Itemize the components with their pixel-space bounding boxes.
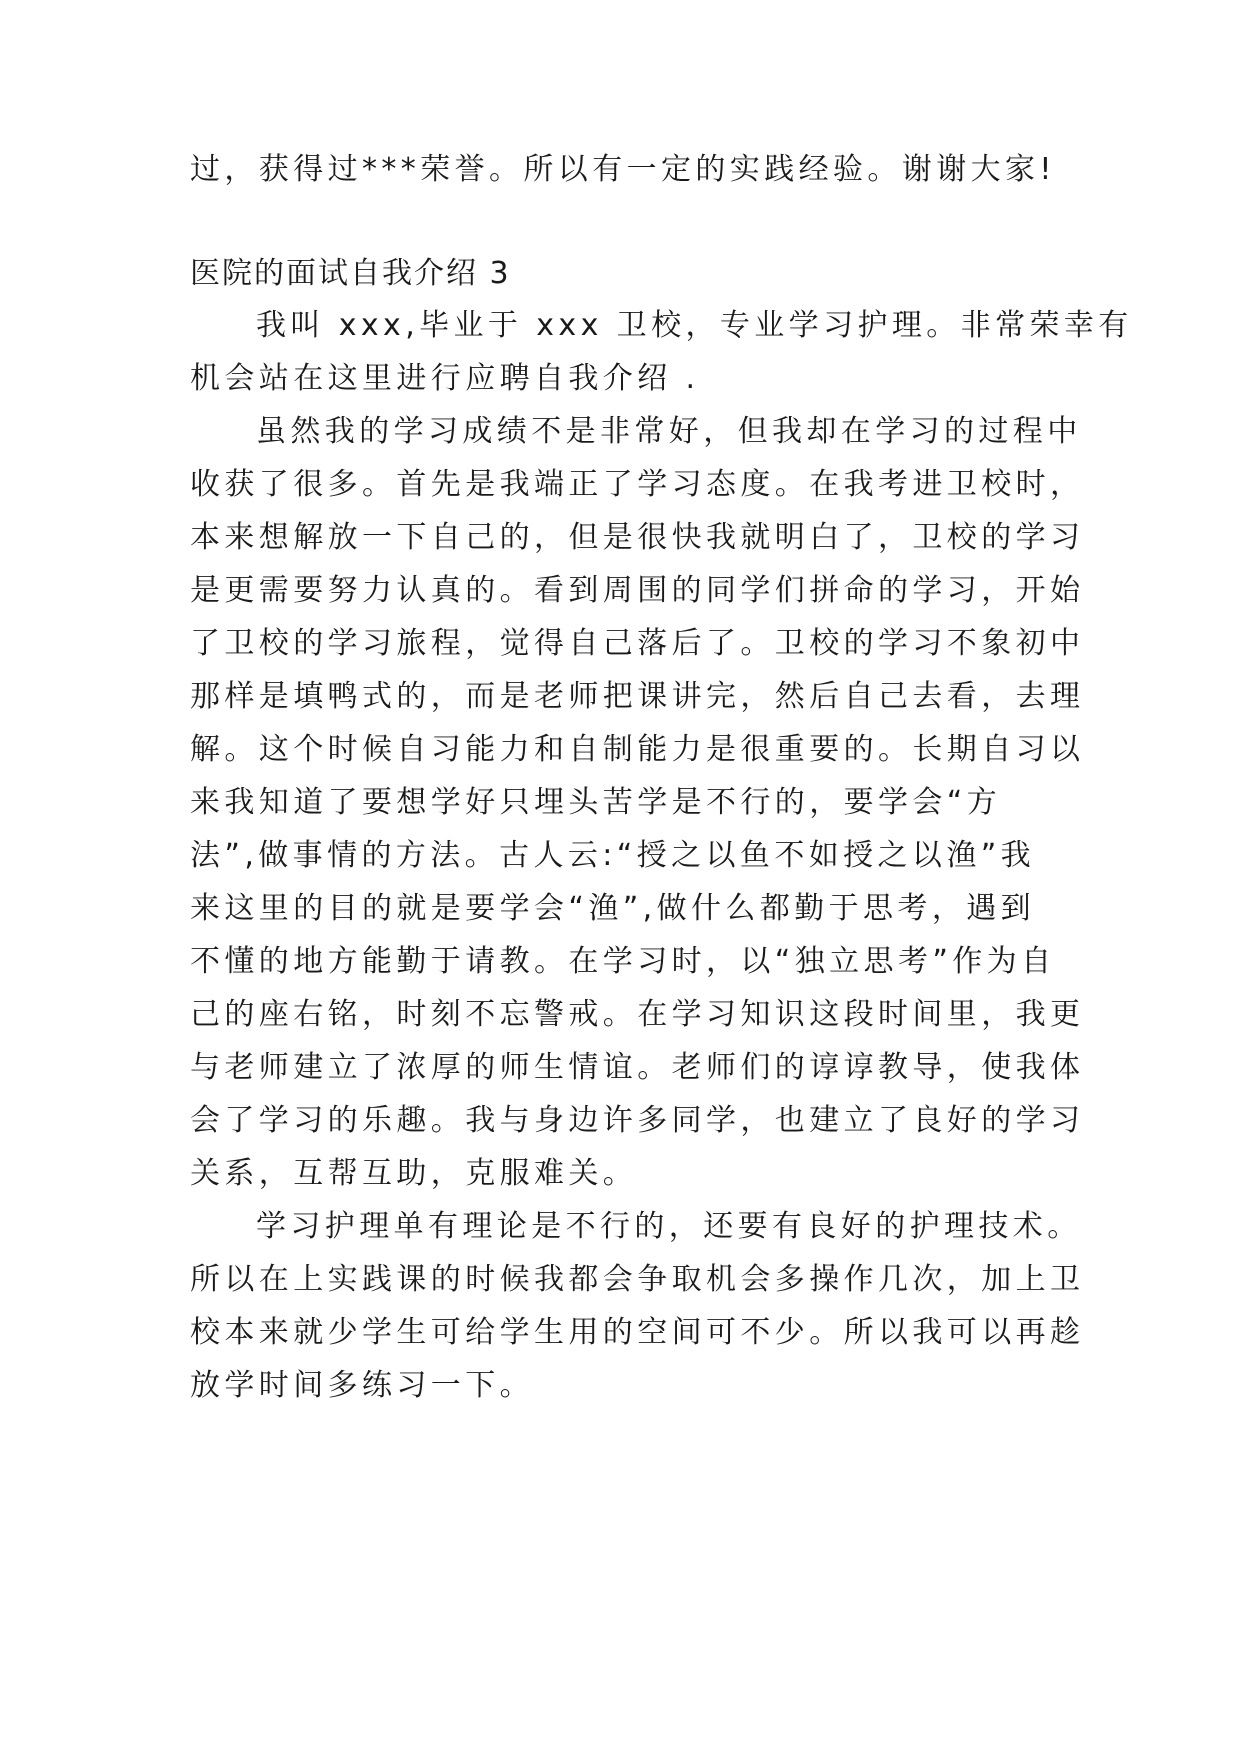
- paragraph-line: 了卫校的学习旅程，觉得自己落后了。卫校的学习不象初中: [190, 626, 1085, 661]
- paragraph-line: 己的座右铭，时刻不忘警戒。在学习知识这段时间里，我更: [190, 997, 1085, 1032]
- paragraph-line: 关系，互帮互助，克服难关。: [190, 1156, 638, 1191]
- paragraph-line: 放学时间多练习一下。: [190, 1368, 534, 1403]
- paragraph-line: 解。这个时候自习能力和自制能力是很重要的。长期自习以: [190, 732, 1085, 767]
- paragraph-line: 法”,做事情的方法。古人云:“授之以鱼不如授之以渔”我: [190, 838, 1036, 873]
- paragraph-line: 我叫 xxx,毕业于 xxx 卫校，专业学习护理。非常荣幸有: [256, 308, 1133, 343]
- section-title: 医院的面试自我介绍 3: [190, 256, 511, 291]
- paragraph-line: 本来想解放一下自己的，但是很快我就明白了，卫校的学习: [190, 520, 1085, 555]
- continuation-line: 过，获得过***荣誉。所以有一定的实践经验。谢谢大家!: [190, 152, 1056, 187]
- paragraph-line: 机会站在这里进行应聘自我介绍 .: [190, 361, 700, 396]
- paragraph-line: 与老师建立了浓厚的师生情谊。老师们的谆谆教导，使我体: [190, 1050, 1085, 1085]
- paragraph-line: 那样是填鸭式的，而是老师把课讲完，然后自己去看，去理: [190, 679, 1085, 714]
- paragraph-line: 会了学习的乐趣。我与身边许多同学，也建立了良好的学习: [190, 1103, 1085, 1138]
- paragraph-line: 校本来就少学生可给学生用的空间可不少。所以我可以再趁: [190, 1315, 1085, 1350]
- paragraph-line: 是更需要努力认真的。看到周围的同学们拼命的学习，开始: [190, 573, 1085, 608]
- paragraph-line: 来这里的目的就是要学会“渔”,做什么都勤于思考，遇到: [190, 891, 1036, 926]
- paragraph-line: 所以在上实践课的时候我都会争取机会多操作几次，加上卫: [190, 1262, 1085, 1297]
- paragraph-line: 来我知道了要想学好只埋头苦学是不行的，要学会“方: [190, 785, 1002, 820]
- paragraph-line: 收获了很多。首先是我端正了学习态度。在我考进卫校时，: [190, 467, 1085, 502]
- paragraph-line: 不懂的地方能勤于请教。在学习时，以“独立思考”作为自: [190, 944, 1056, 979]
- paragraph-line: 虽然我的学习成绩不是非常好，但我却在学习的过程中: [256, 414, 1082, 449]
- paragraph-line: 学习护理单有理论是不行的，还要有良好的护理技术。: [256, 1209, 1082, 1244]
